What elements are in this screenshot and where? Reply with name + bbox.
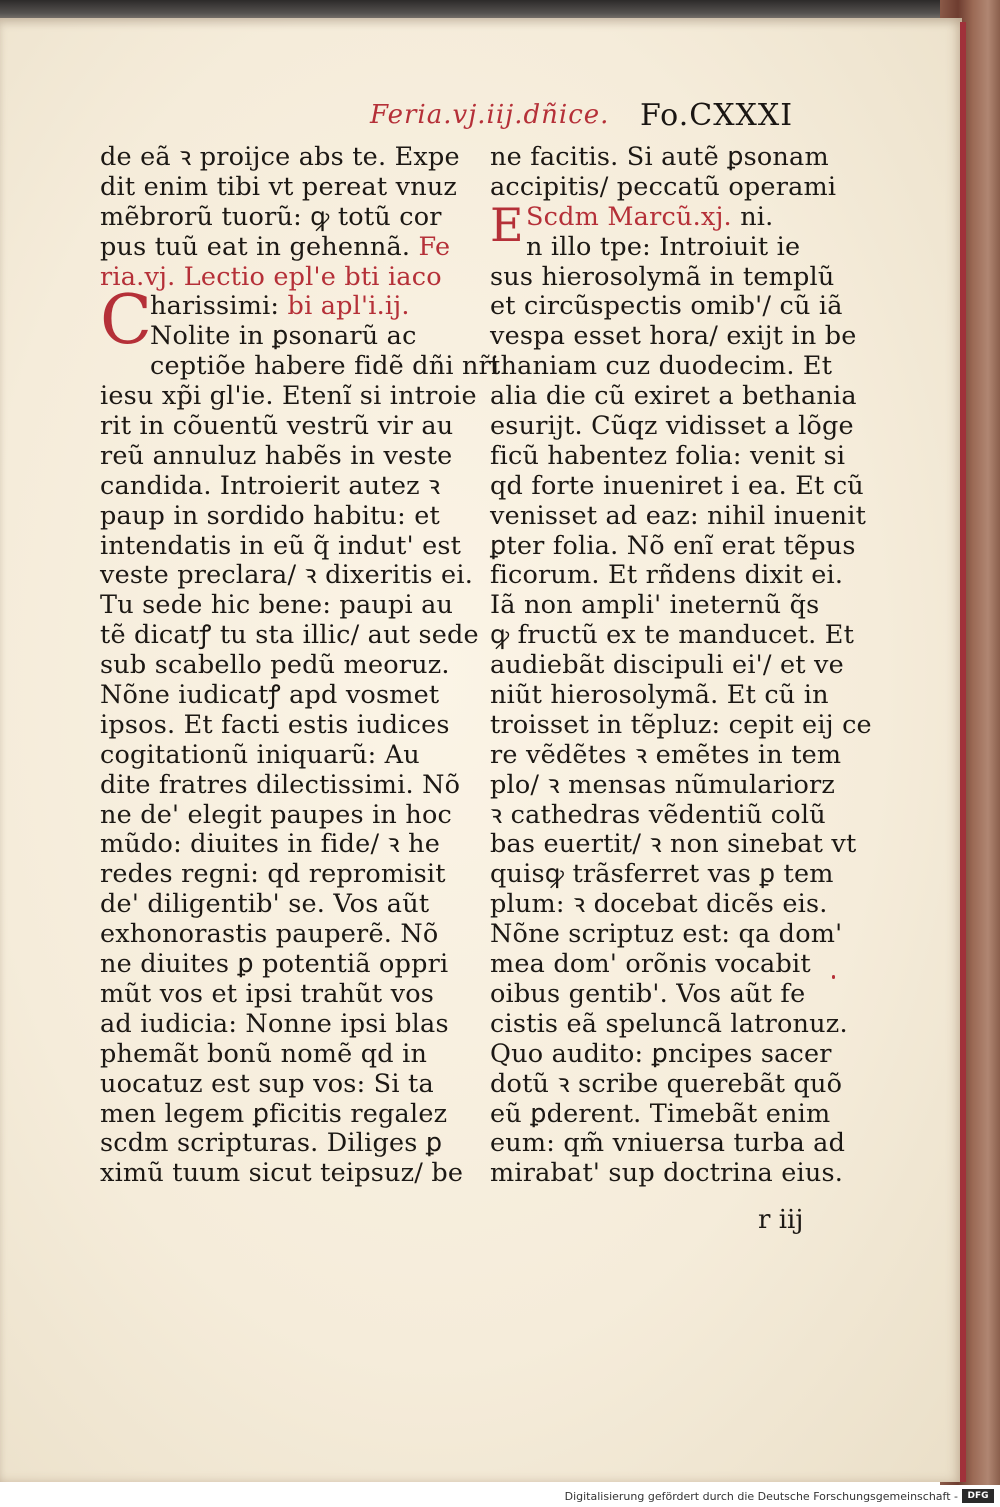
page-red-edge (960, 22, 966, 1482)
text-line (100, 322, 460, 352)
text-line: et circũspectis omib'/ cũ iã (490, 291, 843, 322)
text-line: Iã non ampli' ineternũ q̃s (490, 590, 820, 621)
text-line: mũdo: diuites in fide/ ꝛ he (100, 829, 441, 860)
rubric-line: ria.vj. Lectio epl'e bti iaco (100, 261, 442, 292)
initial-letter-e: E (490, 197, 524, 252)
text-line: scdm scripturas. Diliges ꝑ (100, 1128, 443, 1159)
text-line: niũt hierosolymã. Et cũ in (490, 680, 829, 711)
text-line: eum: qm̃ vniuersa turba ad (490, 1128, 846, 1159)
text-line: oibus gentib'. Vos aũt fe (490, 978, 806, 1009)
text-line: exhonorastis pauperẽ. Nõ (100, 919, 439, 950)
text-line: alia die cũ exiret a bethania (490, 381, 857, 412)
text-line: uocatuz est sup vos: Si ta (100, 1068, 434, 1099)
rubric-gospel: Scdm Marcũ.xj. (526, 201, 732, 232)
text-line: plo/ ꝛ mensas nũmulariorz (490, 769, 836, 800)
text-line (100, 233, 460, 263)
initial-letter-n: N (150, 321, 173, 352)
text-line (490, 203, 830, 233)
text-line: mirabat' sup doctrina eius. (490, 1158, 844, 1189)
text-line: Quo audito: ꝑncipes sacer (490, 1038, 832, 1069)
text-line: redes regni: qd repromisit (100, 859, 446, 890)
text-line: ficorum. Et rñdens dixit ei. (490, 560, 844, 591)
text-line-part: pus tuũ eat in gehennã. (100, 231, 411, 262)
text-line: ne facitis. Si autẽ ꝑsonam (490, 142, 829, 172)
red-ink-mark (832, 975, 835, 979)
text-line: vespa esset hora/ exijt in be (490, 321, 857, 352)
text-line: de' diligentib' se. Vos aũt (100, 889, 430, 920)
text-line: audiebãt discipuli ei'/ et ve (490, 650, 844, 681)
text-line (100, 292, 460, 322)
text-line-part: olite in ꝑsonarũ ac (172, 321, 417, 352)
text-line: ne de' elegit paupes in hoc (100, 799, 453, 830)
text-line: dotũ ꝛ scribe querebãt quõ (490, 1068, 843, 1099)
text-line: veste preclara/ ꝛ dixeritis ei. (100, 560, 473, 591)
text-line: re vẽdẽtes ꝛ emẽtes in tem (490, 739, 842, 770)
text-line: Tu sede hic bene: paupi au (100, 590, 454, 621)
text-line: thaniam cuz duodecim. Et (490, 351, 833, 382)
running-head: Feria.vj.iij.dñice. (370, 100, 610, 130)
text-line: Nõne scriptuz est: qa dom' (490, 919, 843, 950)
dfg-logo-icon: DFG (962, 1489, 994, 1503)
text-line: mea dom' orõnis vocabit (490, 949, 811, 980)
text-line: troisset in tẽpluz: cepit eij ce (490, 709, 872, 740)
rubric-feria: Fe (418, 231, 451, 262)
rubric-apostle: bi apl'i.ij. (287, 291, 410, 322)
text-line: ꝙ fructũ ex te manducet. Et (490, 620, 855, 651)
text-line: n illo tpe: Introiuit ie (526, 231, 801, 262)
text-line: sub scabello pedũ meoruz. (100, 650, 450, 681)
text-line: plum: ꝛ docebat dicẽs eis. (490, 889, 828, 920)
text-line: rit in cõuentũ vestrũ vir au (100, 411, 454, 442)
text-line: esurijt. Cũqz vidisset a lõge (490, 411, 854, 442)
text-line: paup in sordido habitu: et (100, 500, 440, 531)
text-line: bas euertit/ ꝛ non sinebat vt (490, 829, 857, 860)
text-line: intendatis in eũ q̃ indut' est (100, 530, 462, 561)
text-line: Nõne iudicatꝭ apd vosmet (100, 680, 440, 711)
text-line: tẽ dicatꝭ tu sta illic/ aut sede (100, 620, 479, 651)
text-line: qd forte inueniret i ea. Et cũ (490, 470, 864, 501)
text-line: ꝑter folia. Nõ enĩ erat tẽpus (490, 530, 856, 561)
text-line: mẽbrorũ tuorũ: ꝙ totũ cor (100, 201, 442, 232)
text-line: ficũ habentez folia: venit si (490, 440, 846, 471)
text-line: ꝛ cathedras vẽdentiũ colũ (490, 799, 826, 830)
text-line: sus hierosolymã in templũ (490, 261, 835, 292)
text-line: cogitationũ iniquarũ: Au (100, 739, 420, 770)
text-line: dit enim tibi vt pereat vnuz (100, 171, 458, 202)
right-text-column (490, 142, 872, 1189)
text-line: ad iudicia: Nonne ipsi blas (100, 1008, 449, 1039)
text-line: accipitis/ peccatũ operami (490, 171, 837, 202)
initial-letter-c: C (100, 281, 153, 361)
text-line: candida. Introierit autez ꝛ (100, 470, 441, 501)
text-line: cistis eã speluncã latronuz. (490, 1008, 848, 1039)
digitization-credit: Digitalisierung gefördert durch die Deutsche Forschungsgemeinschaft - (564, 1490, 958, 1503)
text-line: ne diuites ꝑ potentiã oppri (100, 949, 449, 980)
text-line: eũ ꝑderent. Timebãt enim (490, 1098, 831, 1129)
text-line: ceptiõe habere fidẽ dñi nr̃i (150, 351, 500, 382)
text-line: mũt vos et ipsi trahũt vos (100, 978, 435, 1009)
text-line-part: harissimi: (150, 291, 280, 322)
text-line: venisset ad eaz: nihil inuenit (490, 500, 867, 531)
text-line: reũ annuluz habẽs in veste (100, 440, 453, 471)
text-line-part: ni. (740, 201, 774, 232)
initial-block (490, 197, 830, 263)
text-line: iesu xp̃i gl'ie. Etenĩ si introie (100, 381, 477, 412)
initial-block (100, 281, 460, 361)
text-line: quisꝙ trãsferret vas ꝑ tem (490, 859, 834, 890)
text-line: dite fratres dilectissimi. Nõ (100, 769, 461, 800)
text-line: men legem ꝑficitis regalez (100, 1098, 448, 1129)
text-line: phemãt bonũ nomẽ qd in (100, 1038, 428, 1069)
folio-number: Fo.CXXXI (640, 98, 794, 133)
text-line: ximũ tuum sicut teipsuz/ be (100, 1158, 464, 1189)
text-line: ipsos. Et facti estis iudices (100, 709, 450, 740)
signature-mark: r iij (758, 1205, 804, 1235)
left-text-column (100, 142, 500, 1189)
text-line: de eã ꝛ proijce abs te. Expe (100, 142, 460, 172)
